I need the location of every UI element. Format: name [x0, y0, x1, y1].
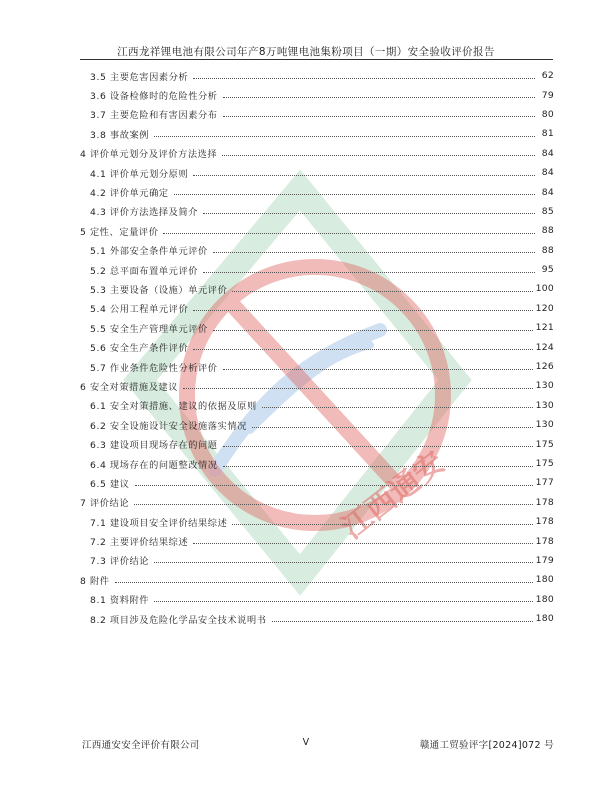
toc-dot-leader	[252, 420, 533, 428]
toc-entry-title: 6.4 现场存在的问题整改情况	[90, 459, 218, 471]
toc-entry-page: 80	[541, 108, 554, 120]
toc-dot-leader	[154, 555, 532, 563]
toc-dot-leader	[135, 478, 533, 486]
toc-entry-title: 5.5 安全生产管理单元评价	[90, 323, 208, 335]
toc-dot-leader	[193, 536, 532, 544]
toc-entry-page: 120	[535, 302, 554, 314]
toc-dot-leader	[134, 497, 532, 505]
toc-entry-page: 178	[535, 516, 554, 528]
toc-entry-title: 8 附件	[80, 575, 110, 587]
toc-entry-10[interactable]	[80, 241, 554, 260]
toc-entry-title: 6.2 安全设施设计安全设施落实情况	[90, 420, 247, 432]
toc-entry-14[interactable]	[80, 318, 554, 337]
toc-entry-1[interactable]	[80, 66, 554, 85]
toc-dot-leader	[232, 284, 532, 292]
toc-entry-8[interactable]	[80, 202, 554, 221]
toc-entry-page: 178	[535, 535, 554, 547]
toc-entry-title: 3.7 主要危险和有害因素分布	[90, 110, 218, 122]
toc-dot-leader	[223, 459, 533, 467]
toc-entry-title: 3.8 事故案例	[90, 129, 150, 141]
toc-entry-page: 126	[535, 361, 554, 373]
toc-entry-title: 4.3 评价方法选择及简介	[90, 207, 199, 219]
watermark-stamp-text: 江西通安	[335, 444, 452, 547]
toc-entry-title: 5.4 公用工程单元评价	[90, 304, 189, 316]
toc-dot-leader	[193, 303, 532, 311]
toc-entry-page: 121	[535, 322, 554, 334]
toc-dot-leader	[115, 575, 533, 583]
toc-entry-page: 130	[535, 399, 554, 411]
toc-entry-29[interactable]	[80, 609, 554, 628]
toc-entry-page: 81	[541, 128, 554, 140]
toc-entry-13[interactable]	[80, 299, 554, 318]
toc-entry-7[interactable]	[80, 182, 554, 201]
toc-entry-3[interactable]	[80, 105, 554, 124]
toc-dot-leader	[154, 594, 532, 602]
toc-entry-page: 130	[535, 380, 554, 392]
toc-entry-title: 7.2 主要评价结果综述	[90, 537, 189, 549]
toc-dot-leader	[203, 206, 535, 214]
toc-entry-title: 6.3 建设项目现场存在的问题	[90, 440, 218, 452]
toc-entry-page: 79	[541, 89, 554, 101]
toc-entry-page: 95	[541, 264, 554, 276]
toc-entry-title: 5.3 主要设备（设施）单元评价	[90, 284, 228, 296]
toc-entry-2[interactable]	[80, 85, 554, 104]
toc-entry-page: 85	[541, 205, 554, 217]
toc-entry-page: 179	[535, 554, 554, 566]
toc-entry-title: 5.1 外部安全条件单元评价	[90, 246, 208, 258]
toc-entry-page: 180	[535, 574, 554, 586]
toc-entry-26[interactable]	[80, 551, 554, 570]
toc-entry-title: 3.6 设备检修时的危险性分析	[90, 91, 218, 103]
toc-entry-title: 8.2 项目涉及危险化学品安全技术说明书	[90, 614, 267, 626]
toc-entry-title: 4 评价单元划分及评价方法选择	[80, 149, 218, 161]
footer-page-number: V	[302, 737, 310, 748]
toc-entry-title: 5.2 总平面布置单元评价	[90, 265, 199, 277]
toc-entry-page: 84	[541, 186, 554, 198]
toc-entry-page: 178	[535, 496, 554, 508]
toc-entry-title: 8.1 资料附件	[90, 595, 150, 607]
toc-entry-title: 7.1 建设项目安全评价结果综述	[90, 517, 228, 529]
toc-entry-title: 5.6 安全生产条件评价	[90, 343, 189, 355]
toc-entry-page: 177	[535, 477, 554, 489]
header-rule	[80, 59, 553, 60]
toc-entry-page: 84	[541, 167, 554, 179]
toc-dot-leader	[154, 129, 535, 137]
toc-entry-page: 62	[541, 70, 554, 82]
toc-dot-leader	[272, 614, 533, 622]
toc-dot-leader	[203, 265, 535, 273]
toc-entry-23[interactable]	[80, 493, 554, 512]
toc-entry-title: 6.1 安全对策措施、建议的依据及原则	[90, 401, 257, 413]
footer-report-code: 赣通工贸验评字[2024]072 号	[419, 740, 554, 751]
toc-entry-28[interactable]	[80, 590, 554, 609]
toc-entry-title: 5.7 作业条件危险性分析评价	[90, 362, 218, 374]
toc-entry-page: 180	[535, 613, 554, 625]
toc-dot-leader	[193, 168, 535, 176]
toc-entry-page: 180	[535, 593, 554, 605]
toc-dot-leader	[223, 362, 533, 370]
toc-entry-title: 6 安全对策措施及建议	[80, 381, 179, 393]
toc-entry-4[interactable]	[80, 124, 554, 143]
header-title: 江西龙祥锂电池有限公司年产8万吨锂电池集粉项目（一期）安全验收评价报告	[117, 46, 495, 58]
toc-entry-page: 88	[541, 244, 554, 256]
toc-dot-leader	[163, 226, 535, 234]
toc-dot-leader	[193, 71, 535, 79]
toc-entry-24[interactable]	[80, 512, 554, 531]
table-of-contents	[80, 66, 554, 628]
toc-entry-6[interactable]	[80, 163, 554, 182]
toc-entry-5[interactable]	[80, 144, 554, 163]
toc-dot-leader	[262, 400, 533, 408]
toc-entry-25[interactable]	[80, 531, 554, 550]
toc-dot-leader	[223, 439, 533, 447]
toc-entry-page: 130	[535, 419, 554, 431]
toc-entry-22[interactable]	[80, 473, 554, 492]
toc-entry-18[interactable]	[80, 396, 554, 415]
toc-entry-title: 7 评价结论	[80, 498, 130, 510]
toc-entry-page: 88	[541, 225, 554, 237]
toc-dot-leader	[174, 187, 535, 195]
toc-entry-title: 4.1 评价单元划分原则	[90, 168, 189, 180]
toc-dot-leader	[223, 90, 535, 98]
toc-entry-title: 4.2 评价单元确定	[90, 188, 169, 200]
toc-entry-title: 7.3 评价结论	[90, 556, 150, 568]
toc-dot-leader	[232, 517, 532, 525]
toc-dot-leader	[223, 109, 535, 117]
toc-dot-leader	[193, 342, 532, 350]
toc-dot-leader	[213, 245, 535, 253]
toc-entry-19[interactable]	[80, 415, 554, 434]
toc-entry-page: 175	[535, 438, 554, 450]
toc-dot-leader	[222, 148, 535, 156]
toc-entry-title: 3.5 主要危害因素分析	[90, 71, 189, 83]
toc-entry-page: 84	[541, 147, 554, 159]
toc-entry-title: 6.5 建议	[90, 478, 130, 490]
toc-dot-leader	[213, 323, 533, 331]
toc-entry-page: 124	[535, 341, 554, 353]
toc-entry-page: 100	[535, 283, 554, 295]
toc-entry-16[interactable]	[80, 357, 554, 376]
toc-entry-27[interactable]	[80, 570, 554, 589]
toc-entry-20[interactable]	[80, 434, 554, 453]
toc-entry-title: 5 定性、定量评价	[80, 226, 159, 238]
toc-entry-21[interactable]	[80, 454, 554, 473]
toc-entry-9[interactable]	[80, 221, 554, 240]
toc-entry-12[interactable]	[80, 279, 554, 298]
toc-entry-11[interactable]	[80, 260, 554, 279]
toc-entry-page: 175	[535, 458, 554, 469]
toc-dot-leader	[183, 381, 533, 389]
footer-company: 江西通安安全评价有限公司	[82, 740, 200, 751]
toc-entry-15[interactable]	[80, 337, 554, 356]
toc-entry-17[interactable]	[80, 376, 554, 395]
